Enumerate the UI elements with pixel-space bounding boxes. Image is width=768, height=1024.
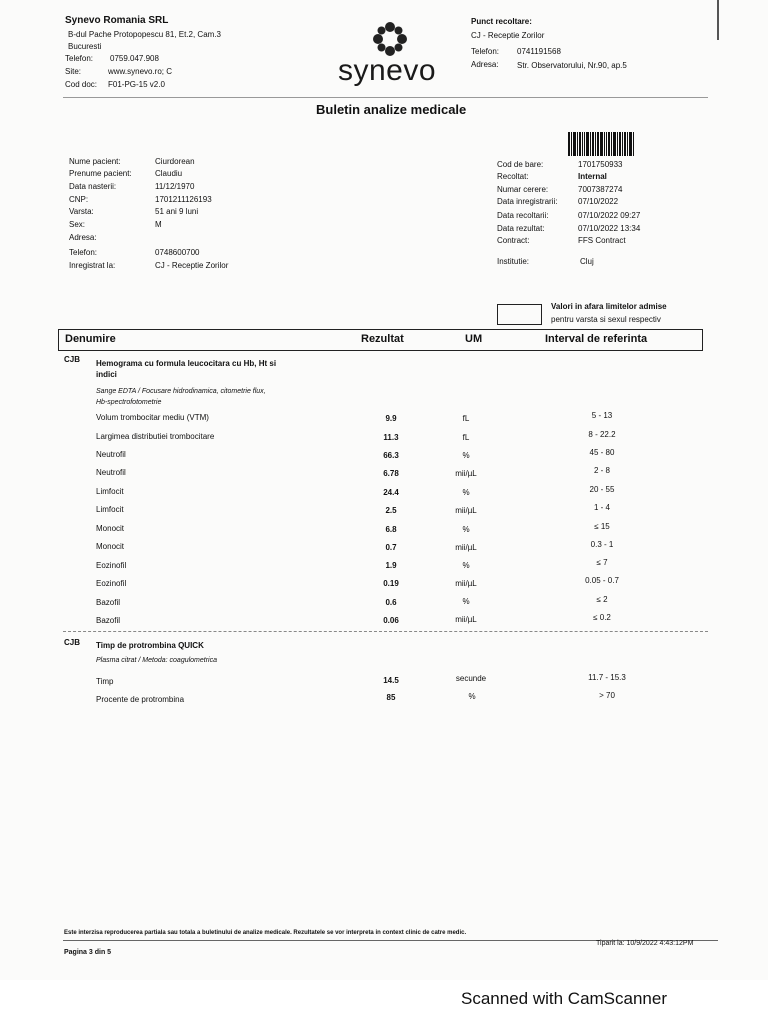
patient-value: 51 ani 9 luni [155, 207, 199, 216]
barcode-image [568, 132, 648, 156]
company-name: Synevo Romania SRL [65, 15, 169, 26]
row-range: 2 - 8 [593, 466, 610, 475]
row-range: ≤ 15 [594, 522, 610, 531]
order-label: Contract: [497, 236, 530, 245]
company-address: B-dul Pache Protopopescu 81, Et.2, Cam.3 [68, 30, 221, 39]
row-name: Volum trombocitar mediu (VTM) [96, 413, 209, 422]
section-method: Sange EDTA / Focusare hidrodinamica, citometrie flux, [96, 388, 266, 395]
section-title: Hemograma cu formula leucocitara cu Hb, Ht si [96, 359, 277, 368]
company-doc-label: Cod doc: [65, 80, 98, 89]
collection-heading: Punct recoltare: [471, 17, 532, 26]
order-value: Cluj [580, 257, 594, 266]
row-unit: fL [462, 414, 470, 423]
patient-value: 1701211126193 [155, 195, 212, 204]
patient-label: Nume pacient: [69, 157, 121, 166]
row-name: Limfocit [96, 505, 124, 514]
legend-text-line2: pentru varsta si sexul respectiv [551, 315, 661, 324]
order-label: Data inregistrarii: [497, 197, 558, 206]
order-label: Data rezultat: [497, 224, 545, 233]
row-name: Eozinofil [96, 579, 127, 588]
row-range: 5 - 13 [591, 411, 613, 420]
row-unit: mii/µL [455, 469, 477, 478]
row-unit: % [468, 692, 476, 701]
order-value: 07/10/2022 13:34 [578, 224, 641, 233]
row-unit: % [462, 597, 470, 606]
company-phone-label: Telefon: [65, 54, 94, 63]
row-result: 6.8 [385, 525, 397, 534]
row-result: 0.06 [383, 616, 399, 625]
row-range: ≤ 2 [596, 595, 608, 604]
order-value: 7007387274 [578, 185, 623, 194]
patient-label: Varsta: [69, 207, 94, 216]
row-name: Monocit [96, 524, 125, 533]
order-value: 1701750933 [578, 160, 623, 169]
section-divider [63, 631, 708, 632]
collection-address-label: Adresa: [471, 60, 499, 69]
row-unit: secunde [455, 674, 487, 683]
row-range: 45 - 80 [589, 448, 615, 457]
patient-label: CNP: [69, 195, 89, 204]
row-range: 20 - 55 [589, 485, 615, 494]
row-name: Bazofil [96, 598, 121, 607]
row-result: 0.6 [385, 598, 397, 607]
results-table-header [58, 329, 703, 351]
row-unit: % [462, 525, 470, 534]
patient-label: Inregistrat la: [69, 261, 116, 270]
legend-text-line1: Valori in afara limitelor admise [551, 302, 667, 311]
company-city: Bucuresti [68, 42, 102, 51]
order-label: Data recoltarii: [497, 211, 549, 220]
patient-value: 0748600700 [155, 248, 200, 257]
row-result: 0.7 [385, 543, 397, 552]
out-of-range-legend-box [497, 304, 542, 325]
company-site: www.synevo.ro; C [108, 67, 173, 76]
collection-phone-label: Telefon: [471, 47, 500, 56]
footer-page-number: Pagina 3 din 5 [64, 949, 112, 956]
row-range: > 70 [599, 691, 615, 700]
company-doc: F01-PG-15 v2.0 [108, 80, 165, 89]
patient-label: Sex: [69, 220, 86, 229]
patient-label: Adresa: [69, 233, 97, 242]
row-range: ≤ 0.2 [593, 613, 611, 622]
order-label: Numar cerere: [497, 185, 549, 194]
section-code: CJB [64, 638, 81, 647]
order-value: 07/10/2022 09:27 [578, 211, 641, 220]
company-phone: 0759.047.908 [110, 54, 159, 63]
row-result: 85 [386, 693, 396, 702]
row-unit: mii/µL [455, 543, 477, 552]
row-name: Timp [96, 677, 114, 686]
row-result: 24.4 [383, 488, 399, 497]
row-name: Limfocit [96, 487, 124, 496]
patient-value: 11/12/1970 [155, 182, 195, 191]
header-divider [63, 97, 708, 98]
collection-name: CJ - Receptie Zorilor [471, 31, 545, 40]
section-title-cont: indici [96, 370, 117, 379]
row-name: Neutrofil [96, 450, 126, 459]
row-unit: % [462, 451, 470, 460]
row-unit: mii/µL [455, 506, 477, 515]
row-unit: fL [462, 433, 470, 442]
order-label: Cod de bare: [497, 160, 544, 169]
row-unit: % [462, 488, 470, 497]
row-name: Procente de protrombina [96, 695, 185, 704]
row-name: Neutrofil [96, 468, 126, 477]
row-range: 1 - 4 [593, 503, 610, 512]
row-unit: mii/µL [455, 579, 477, 588]
footer-printed: Tiparit la: 10/9/2022 4:43:12PM [596, 940, 694, 947]
header-interval: Interval de referinta [545, 333, 648, 345]
row-name: Largimea distributiei trombocitare [96, 432, 215, 441]
header-denumire: Denumire [65, 333, 116, 345]
patient-value: Ciurdorean [155, 157, 195, 166]
collection-phone: 0741191568 [517, 47, 561, 56]
row-range: 0.3 - 1 [590, 540, 614, 549]
document-title: Buletin analize medicale [316, 102, 467, 117]
row-range: 8 - 22.2 [588, 430, 616, 439]
row-result: 1.9 [385, 561, 397, 570]
section-title: Timp de protrombina QUICK [96, 641, 204, 650]
patient-value: CJ - Receptie Zorilor [155, 261, 229, 270]
row-range: ≤ 7 [596, 558, 608, 567]
row-range: 11.7 - 15.3 [588, 673, 626, 682]
synevo-flower-logo-icon [370, 19, 410, 59]
patient-label: Data nasterii: [69, 182, 117, 191]
order-value: 07/10/2022 [578, 197, 619, 206]
row-unit: mii/µL [455, 615, 477, 624]
section-method: Plasma citrat / Metoda: coagulometrica [96, 657, 217, 664]
header-um: UM [465, 333, 483, 345]
order-value: Internal [578, 172, 607, 181]
scanner-caption: Scanned with CamScanner [461, 989, 668, 1008]
row-name: Eozinofil [96, 561, 127, 570]
company-site-label: Site: [65, 67, 82, 76]
order-label: Institutie: [497, 257, 530, 266]
section-code: CJB [64, 355, 81, 364]
row-result: 6.78 [383, 469, 399, 478]
collection-address: Str. Observatorului, Nr.90, ap.5 [517, 61, 627, 70]
page-edge-line [717, 0, 719, 40]
row-name: Bazofil [96, 616, 121, 625]
patient-label: Telefon: [69, 248, 98, 257]
row-range: 0.05 - 0.7 [585, 576, 619, 585]
row-name: Monocit [96, 542, 125, 551]
order-label: Recoltat: [497, 172, 529, 181]
patient-value: M [155, 220, 162, 229]
row-result: 9.9 [385, 414, 397, 423]
section-method-cont: Hb-spectrofotometrie [96, 399, 162, 406]
order-value: FFS Contract [578, 236, 626, 245]
synevo-logo-text: synevo [338, 54, 437, 87]
row-result: 14.5 [383, 676, 399, 685]
row-result: 66.3 [383, 451, 399, 460]
row-unit: % [462, 561, 470, 570]
header-rezultat: Rezultat [361, 333, 404, 345]
row-result: 2.5 [385, 506, 397, 515]
row-result: 0.19 [383, 579, 399, 588]
patient-value: Claudiu [155, 169, 183, 178]
footer-disclaimer: Este interzisa reproducerea partiala sau totala a buletinului de analize medicale. Rezultatele se vor interpreta in context clinic de catre medic. [64, 930, 467, 936]
patient-label: Prenume pacient: [69, 169, 132, 178]
row-result: 11.3 [383, 433, 399, 442]
